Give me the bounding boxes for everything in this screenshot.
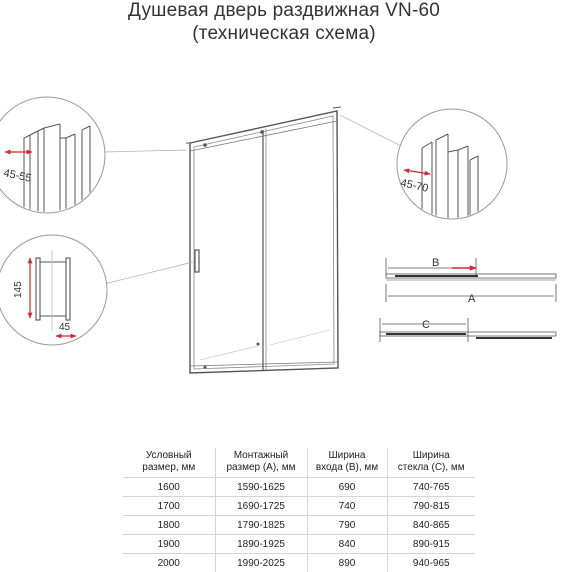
page-title: Душевая дверь раздвижная VN-60 — [0, 0, 568, 22]
table-cell: 840 — [307, 535, 387, 554]
table-cell: 1990-2025 — [215, 554, 307, 572]
table-cell: 1900 — [123, 535, 215, 554]
table-cell: 840-865 — [387, 516, 475, 535]
label-b: B — [432, 257, 439, 269]
page-subtitle: (техническая схема) — [0, 23, 568, 45]
handle-height-label: 145 — [13, 281, 24, 298]
col-header-size: Условный размер, мм — [123, 448, 215, 478]
table-cell: 890 — [307, 554, 387, 572]
table-cell: 1590-1625 — [215, 478, 307, 497]
label-c: C — [422, 319, 430, 331]
label-a: A — [468, 293, 476, 305]
table-cell: 790 — [307, 516, 387, 535]
col-header-glass: Ширина стекла (С), мм — [387, 448, 475, 478]
detail-wall-profile-left — [0, 97, 105, 220]
table-cell: 1700 — [123, 497, 215, 516]
table-row — [123, 497, 475, 516]
table-row — [123, 554, 475, 572]
roller-top-left — [203, 143, 207, 147]
detail-dim-label: 45-55 — [2, 167, 32, 185]
table-cell: 1690-1725 — [215, 497, 307, 516]
table-row — [123, 478, 475, 497]
handle-width-label: 45 — [59, 322, 71, 333]
top-view-scheme — [380, 257, 556, 342]
detail-dim-label-right: 45-70 — [399, 177, 429, 195]
table-cell: 1800 — [123, 516, 215, 535]
roller-bottom-left — [204, 366, 207, 369]
table-cell: 690 — [307, 478, 387, 497]
door-handle — [195, 250, 199, 272]
detail-handle — [0, 235, 107, 345]
table-header-row — [123, 448, 475, 478]
table-cell: 1790-1825 — [215, 516, 307, 535]
table-cell: 740-765 — [387, 478, 475, 497]
door-front-view — [186, 107, 341, 373]
col-header-entry: Ширина входа (В), мм — [307, 448, 387, 478]
table-cell: 1890-1925 — [215, 535, 307, 554]
table-row — [123, 535, 475, 554]
table-cell: 940-965 — [387, 554, 475, 572]
table-cell: 790-815 — [387, 497, 475, 516]
roller-top-right — [260, 130, 264, 134]
detail-wall-profile-right — [397, 109, 507, 225]
table-cell: 890-915 — [387, 535, 475, 554]
leader-lines — [100, 115, 403, 285]
table-row — [123, 516, 475, 535]
roller-bottom-right — [257, 343, 260, 346]
table-cell: 740 — [307, 497, 387, 516]
col-header-mount: Монтажный размер (А), мм — [215, 448, 307, 478]
table-cell: 1600 — [123, 478, 215, 497]
size-table — [123, 448, 475, 572]
table-cell: 2000 — [123, 554, 215, 572]
